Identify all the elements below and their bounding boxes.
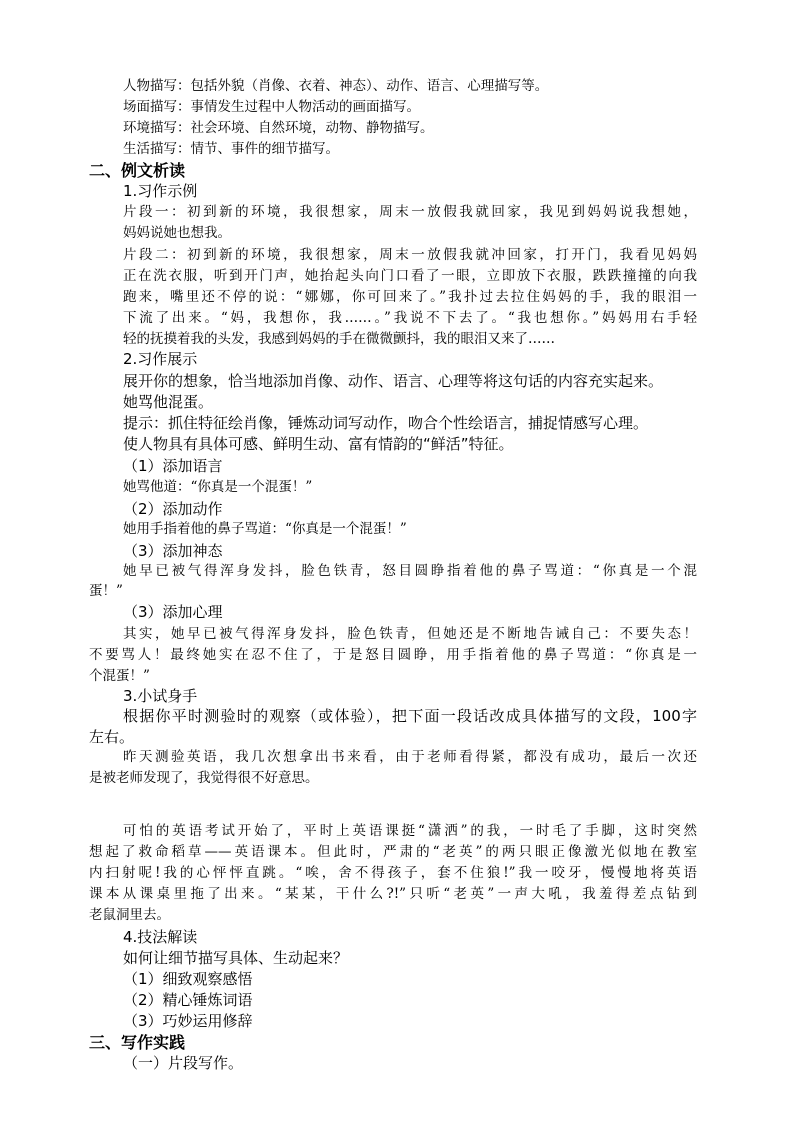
text-line: 根据你平时测验时的观察（或体验），把下面一段话改成具体描写的文段，100字 (123, 707, 697, 725)
text-line: 使人物具有具体可感、鲜明生动、富有情韵的“鲜活”特征。 (123, 435, 514, 453)
text-line: 蛋！” (89, 583, 123, 599)
text-line: 妈妈说她也想我。 (123, 225, 231, 241)
text-line: 人物描写：包括外貌（肖像、衣着、神态）、动作、语言、心理描写等。 (123, 78, 549, 94)
text-line: 内扫射呢!我的心怦怦直跳。“唉，舍不得孩子，套不住狼!”我一咬牙，慢慢地将英语 (89, 865, 697, 881)
text-line: 环境描写：社会环境、自然环境，动物、静物描写。 (123, 120, 434, 136)
item-heading: （1）添加语言 (123, 457, 223, 475)
text-line: 可怕的英语考试开始了，平时上英语课挺“潇洒”的我，一时毛了手脚，这时突然 (123, 823, 697, 839)
text-line: 如何让细节描写具体、生动起来？ (123, 949, 349, 967)
item-heading: （3）添加心理 (123, 603, 223, 621)
item-heading: （3）添加神态 (123, 542, 223, 560)
text-line: 提示：抓住特征绘肖像，锤炼动词写动作，吻合个性绘语言，捕捉情感写心理。 (123, 414, 649, 432)
text-line: 片段二：初到新的环境，我很想家，周末一放假我就冲回家，打开门，我看见妈妈 (123, 247, 697, 263)
text-line: 她骂他混蛋。 (123, 393, 214, 411)
subsection-heading: 3.小试身手 (123, 687, 198, 705)
item-heading: （1）细致观察感悟 (123, 970, 253, 988)
text-line: 她骂他道：“你真是一个混蛋！” (123, 479, 313, 495)
text-line: 轻的抚摸着我的头发，我感到妈妈的手在微微颤抖，我的眼泪又来了…… (123, 331, 555, 347)
text-line: 生活描写：情节、事件的细节描写。 (123, 141, 339, 157)
text-line: 场面描写：事情发生过程中人物活动的画面描写。 (123, 99, 420, 115)
item-heading: （2）精心锤炼词语 (123, 991, 253, 1009)
text-line: 个混蛋！” (89, 668, 150, 684)
text-line: 片段一：初到新的环境，我很想家，周末一放假我就回家，我见到妈妈说我想她， (123, 204, 697, 220)
text-line: 是被老师发现了，我觉得很不好意思。 (89, 770, 319, 786)
text-line: 其实，她早已被气得浑身发抖，脸色铁青，但她还是不断地告诫自己：不要失态！ (123, 626, 697, 642)
text-line: 老鼠洞里去。 (89, 907, 170, 923)
text-line: 她用手指着他的鼻子骂道：“你真是一个混蛋！” (123, 521, 407, 537)
section-heading: 二、例文析读 (89, 161, 186, 180)
subsection-heading: 1.习作示例 (123, 182, 198, 200)
text-line: 下流了出来。“妈，我想你，我……。”我说不下去了。“我也想你。”妈妈用右手轻 (123, 310, 697, 326)
text-line: 左右。 (89, 728, 135, 746)
text-line: 课本从课桌里拖了出来。“某某，干什么?!”只听“老英”一声大吼，我羞得差点钻到 (89, 886, 697, 902)
subsection-heading: 2.习作展示 (123, 350, 198, 368)
item-heading: （一）片段写作。 (123, 1054, 244, 1072)
item-heading: （2）添加动作 (123, 500, 223, 518)
text-line: 昨天测验英语，我几次想拿出书来看，由于老师看得紧，都没有成功，最后一次还 (123, 749, 697, 765)
text-line: 跑来，嘴里还不停的说：“娜娜，你可回来了。”我扑过去拉住妈妈的手，我的眼泪一 (123, 289, 697, 305)
text-line: 不要骂人！最终她实在忍不住了，于是怒目圆睁，用手指着他的鼻子骂道：“你真是一 (89, 647, 697, 663)
item-heading: （3）巧妙运用修辞 (123, 1012, 253, 1030)
section-heading: 三、写作实践 (89, 1033, 186, 1052)
text-line: 展开你的想象，恰当地添加肖像、动作、语言、心理等将这句话的内容充实起来。 (123, 372, 664, 390)
text-line: 她早已被气得浑身发抖，脸色铁青，怒目圆睁指着他的鼻子骂道：“你真是一个混 (123, 563, 697, 579)
subsection-heading: 4.技法解读 (123, 928, 198, 946)
text-line: 正在洗衣服，听到开门声，她抬起头向门口看了一眼，立即放下衣服，跌跌撞撞的向我 (123, 268, 697, 284)
text-line: 想起了救命稻草——英语课本。但此时，严肃的“老英”的两只眼正像激光似地在教室 (89, 844, 697, 860)
